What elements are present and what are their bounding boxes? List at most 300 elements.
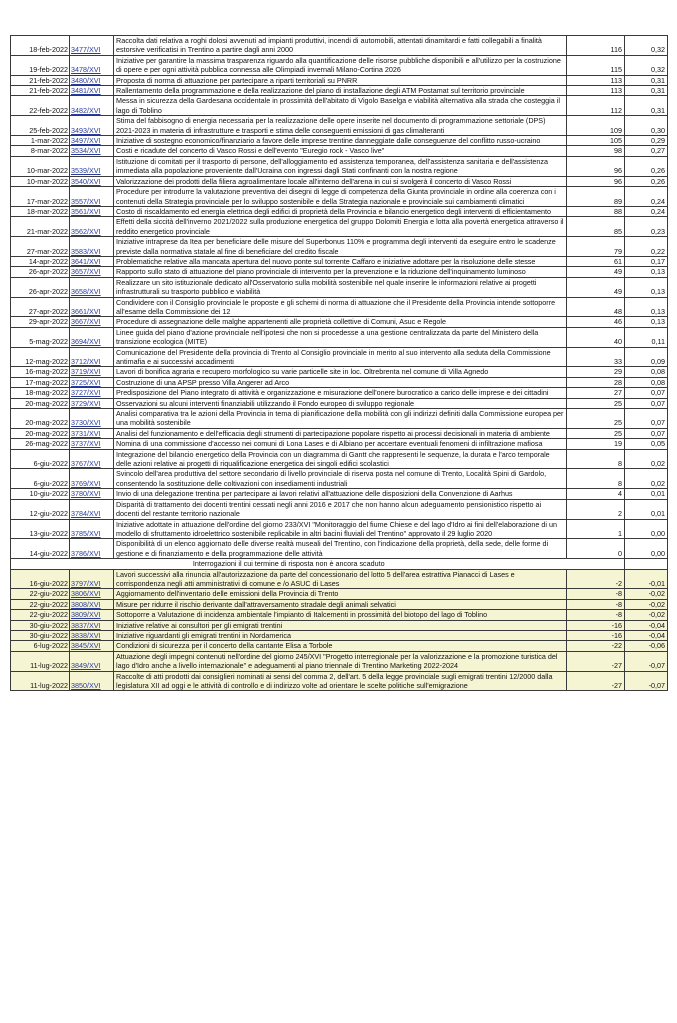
- number-cell: [70, 317, 114, 327]
- date-cell: 22-feb-2022: [11, 96, 70, 116]
- table-row: [11, 146, 668, 156]
- date-cell: 17-mag-2022: [11, 377, 70, 387]
- table-row: [11, 267, 668, 277]
- ratio-cell: 0,11: [625, 327, 668, 347]
- number-cell: [70, 36, 114, 56]
- days-cell: 25: [567, 398, 625, 408]
- interrogation-link[interactable]: 3583/XVI: [71, 246, 101, 256]
- number-cell: [70, 136, 114, 146]
- date-cell: 12-mag-2022: [11, 347, 70, 367]
- interrogation-link[interactable]: 3540/XVI: [71, 176, 101, 186]
- days-cell: 96: [567, 156, 625, 176]
- subject-cell: Analisi del funzionamento e dell'efficacia degli strumenti di partecipazione popolare rispetto ai processi decisionali in materia di ambiente: [114, 428, 567, 438]
- interrogation-link[interactable]: 3806/XVI: [71, 589, 101, 599]
- date-cell: 30-giu-2022: [11, 620, 70, 630]
- subject-cell: Procedure di assegnazione delle malghe appartenenti alle proprietà collettive di Comuni, Asuc e Regole: [114, 317, 567, 327]
- ratio-cell: -0,02: [625, 599, 668, 609]
- ratio-cell: 0,29: [625, 136, 668, 146]
- table-row: [11, 75, 668, 85]
- interrogation-link[interactable]: 3719/XVI: [71, 367, 101, 377]
- interrogation-link[interactable]: 3481/XVI: [71, 86, 101, 96]
- subject-cell: Lavori di bonifica agraria e recupero morfologico su varie particelle site in loc. Oltrebrenta nel comune di Villa Agnedo: [114, 367, 567, 377]
- interrogation-link[interactable]: 3727/XVI: [71, 388, 101, 398]
- interrogation-link[interactable]: 3769/XVI: [71, 478, 101, 488]
- days-cell: 0: [567, 539, 625, 559]
- date-cell: 22-giu-2022: [11, 599, 70, 609]
- date-cell: 13-giu-2022: [11, 519, 70, 539]
- pending-rows: [11, 569, 668, 691]
- number-cell: [70, 277, 114, 297]
- ratio-cell: 0,07: [625, 398, 668, 408]
- date-cell: 26-mag-2022: [11, 439, 70, 449]
- table-row: [11, 367, 668, 377]
- date-cell: 17-mar-2022: [11, 187, 70, 207]
- number-cell: [70, 449, 114, 469]
- table-row: [11, 116, 668, 136]
- subject-cell: Disponibilità di un elenco aggiornato delle diverse realtà museali del Trentino, con l'indicazione della proprietà, della sede, delle forme di gestione e di finanziamento e della programmazione delle attività: [114, 539, 567, 559]
- interrogation-link[interactable]: 3725/XVI: [71, 377, 101, 387]
- days-cell: 112: [567, 96, 625, 116]
- table-row: [11, 599, 668, 609]
- days-cell: -27: [567, 671, 625, 691]
- interrogation-link[interactable]: 3497/XVI: [71, 136, 101, 146]
- number-cell: [70, 206, 114, 216]
- interrogation-link[interactable]: 3482/XVI: [71, 105, 101, 115]
- number-cell: [70, 630, 114, 640]
- date-cell: 29-apr-2022: [11, 317, 70, 327]
- ratio-cell: 0,31: [625, 86, 668, 96]
- subject-cell: Lavori successivi alla rinuncia all'autorizzazione da parte del concessionario del lotto 5 dell'area estrattiva Pianacci di Lases e corrispondenza negli atti amministrativi di comune e /o ASUC di Lases: [114, 569, 567, 589]
- days-cell: 19: [567, 439, 625, 449]
- table-row: [11, 277, 668, 297]
- date-cell: 27-apr-2022: [11, 297, 70, 317]
- interrogation-link[interactable]: 3784/XVI: [71, 509, 101, 519]
- table-row: [11, 409, 668, 429]
- subject-cell: Analisi comparativa tra le azioni della Provincia in tema di pianificazione della mobilità con gli indirizzi definiti dalla Commissione europea per una mobilità sostenibile: [114, 409, 567, 429]
- date-cell: 18-mar-2022: [11, 206, 70, 216]
- subject-cell: Invio di una delegazione trentina per partecipare ai lavori relativi all'attuazione delle disposizioni della Convenzione di Aarhus: [114, 489, 567, 499]
- subject-cell: Realizzare un sito istituzionale dedicato all'Osservatorio sulla mobilità sostenibile nel quale inserire le informazioni relative ai progetti infrastrutturali su trasporto pubblico e viabilità: [114, 277, 567, 297]
- subject-cell: Predisposizione del Piano integrato di attività e organizzazione e misurazione dell'onere burocratico a carico delle imprese e dei cittadini: [114, 388, 567, 398]
- interrogation-link[interactable]: 3729/XVI: [71, 398, 101, 408]
- days-cell: 115: [567, 55, 625, 75]
- days-cell: 25: [567, 428, 625, 438]
- date-cell: 6-giu-2022: [11, 449, 70, 469]
- table-row: [11, 377, 668, 387]
- number-cell: [70, 599, 114, 609]
- subject-cell: Iniziative relative ai consultori per gli emigrati trentini: [114, 620, 567, 630]
- number-cell: [70, 146, 114, 156]
- days-cell: 89: [567, 187, 625, 207]
- days-cell: -27: [567, 651, 625, 671]
- ratio-cell: 0,23: [625, 217, 668, 237]
- date-cell: 22-giu-2022: [11, 589, 70, 599]
- ratio-cell: -0,07: [625, 671, 668, 691]
- date-cell: 18-feb-2022: [11, 36, 70, 56]
- interrogation-link[interactable]: 3767/XVI: [71, 459, 101, 469]
- days-cell: 8: [567, 449, 625, 469]
- days-cell: 8: [567, 469, 625, 489]
- ratio-cell: 0,07: [625, 388, 668, 398]
- date-cell: 19-feb-2022: [11, 55, 70, 75]
- interrogation-link[interactable]: 3561/XVI: [71, 206, 101, 216]
- interrogations-table: [10, 35, 668, 691]
- days-cell: 2: [567, 499, 625, 519]
- date-cell: 11-lug-2022: [11, 671, 70, 691]
- number-cell: [70, 367, 114, 377]
- number-cell: [70, 398, 114, 408]
- date-cell: 26-apr-2022: [11, 277, 70, 297]
- number-cell: [70, 671, 114, 691]
- ratio-cell: 0,08: [625, 377, 668, 387]
- interrogation-link[interactable]: 3539/XVI: [71, 166, 101, 176]
- date-cell: 10-mar-2022: [11, 156, 70, 176]
- interrogation-link[interactable]: 3534/XVI: [71, 146, 101, 156]
- days-cell: 29: [567, 367, 625, 377]
- subject-cell: Stima del fabbisogno di energia necessaria per la realizzazione delle opere inserite nel documento di programmazione settoriale (DPS) 2021-2023 in materia di infrastrutture e trasporti e stima delle conseguenti emissioni di gas climalteranti: [114, 116, 567, 136]
- days-cell: -8: [567, 610, 625, 620]
- subject-cell: Nomina di una commissione d'accesso nei comuni di Lona Lases e di Albiano per accertare eventuali fenomeni di infiltrazione mafiosa: [114, 439, 567, 449]
- subject-cell: Costo di riscaldamento ed energia elettrica degli edifici di proprietà della Provincia e bilancio energetico degli interventi di efficientamento: [114, 206, 567, 216]
- expired-rows: [11, 36, 668, 559]
- ratio-cell: -0,04: [625, 620, 668, 630]
- table-row: [11, 469, 668, 489]
- interrogation-link[interactable]: 3641/XVI: [71, 256, 101, 266]
- number-cell: [70, 469, 114, 489]
- days-cell: 46: [567, 317, 625, 327]
- ratio-cell: -0,07: [625, 651, 668, 671]
- interrogation-link[interactable]: 3808/XVI: [71, 599, 101, 609]
- days-cell: 1: [567, 519, 625, 539]
- number-cell: [70, 569, 114, 589]
- interrogation-link[interactable]: 3731/XVI: [71, 428, 101, 438]
- subject-cell: Svincolo dell'area produttiva del settore secondario di livello provinciale di riserva posta nel comune di Trento, Località Spini di Gardolo, consentendo la sostituzione delle coltivazioni con insediamenti industriali: [114, 469, 567, 489]
- interrogation-link[interactable]: 3845/XVI: [71, 641, 101, 651]
- subject-cell: Iniziative adottate in attuazione dell'ordine del giorno 233/XVI "Monitoraggio del fiume Chiese e del lago d'Idro ai fini dell'elaborazione di un modello di sfruttamento idroelettrico sostenibile replicabile in altri bacini fluviali del Trentino" approvato il 29 luglio 2020: [114, 519, 567, 539]
- table-row: [11, 36, 668, 56]
- ratio-cell: 0,30: [625, 116, 668, 136]
- subject-cell: Condividere con il Consiglio provinciale le proposte e gli schemi di norma di attuazione che il Presidente della Provincia intende sottoporre all'esame della Commissione dei 12: [114, 297, 567, 317]
- days-cell: 49: [567, 267, 625, 277]
- ratio-cell: 0,26: [625, 176, 668, 186]
- interrogation-link[interactable]: 3480/XVI: [71, 75, 101, 85]
- subject-cell: Costruzione di una APSP presso Villa Angerer ad Arco: [114, 377, 567, 387]
- days-cell: 98: [567, 146, 625, 156]
- number-cell: [70, 347, 114, 367]
- number-cell: [70, 176, 114, 186]
- date-cell: 20-mag-2022: [11, 428, 70, 438]
- table-row: [11, 136, 668, 146]
- date-cell: 22-giu-2022: [11, 610, 70, 620]
- ratio-cell: -0,06: [625, 641, 668, 651]
- date-cell: 21-feb-2022: [11, 86, 70, 96]
- interrogation-link[interactable]: 3478/XVI: [71, 65, 101, 75]
- interrogation-link[interactable]: 3661/XVI: [71, 306, 101, 316]
- interrogation-link[interactable]: 3658/XVI: [71, 287, 101, 297]
- section-header-empty-ratio: [625, 559, 668, 569]
- table-row: [11, 499, 668, 519]
- interrogation-link[interactable]: 3657/XVI: [71, 267, 101, 277]
- days-cell: -8: [567, 599, 625, 609]
- number-cell: [70, 499, 114, 519]
- ratio-cell: 0,13: [625, 297, 668, 317]
- subject-cell: Effetti della siccità dell'inverno 2021/2022 sulla produzione energetica del gruppo Dolomiti Energia e lotta alla povertà energetica attraverso il reddito energetico provinciale: [114, 217, 567, 237]
- days-cell: 4: [567, 489, 625, 499]
- table-row: [11, 489, 668, 499]
- days-cell: 113: [567, 75, 625, 85]
- ratio-cell: -0,02: [625, 589, 668, 599]
- interrogation-link[interactable]: 3809/XVI: [71, 610, 101, 620]
- section-header-empty-days: [567, 559, 625, 569]
- subject-cell: Comunicazione del Presidente della provincia di Trento al Consiglio provinciale in merito al suo intervento alla seduta della Commissione antimafia e ai successivi accadimenti: [114, 347, 567, 367]
- ratio-cell: 0,22: [625, 237, 668, 257]
- number-cell: [70, 439, 114, 449]
- number-cell: [70, 187, 114, 207]
- interrogation-link[interactable]: 3850/XVI: [71, 681, 101, 690]
- date-cell: 18-mag-2022: [11, 388, 70, 398]
- number-cell: [70, 489, 114, 499]
- date-cell: 5-mag-2022: [11, 327, 70, 347]
- days-cell: 49: [567, 277, 625, 297]
- interrogation-link[interactable]: 3786/XVI: [71, 548, 101, 558]
- number-cell: [70, 55, 114, 75]
- ratio-cell: 0,09: [625, 347, 668, 367]
- ratio-cell: 0,31: [625, 75, 668, 85]
- table-row: [11, 347, 668, 367]
- date-cell: 1-mar-2022: [11, 136, 70, 146]
- table-row: [11, 217, 668, 237]
- number-cell: [70, 237, 114, 257]
- days-cell: -8: [567, 589, 625, 599]
- days-cell: 96: [567, 176, 625, 186]
- interrogation-link[interactable]: 3562/XVI: [71, 226, 101, 236]
- number-cell: [70, 519, 114, 539]
- number-cell: [70, 256, 114, 266]
- interrogation-link[interactable]: 3780/XVI: [71, 489, 101, 499]
- date-cell: 20-mag-2022: [11, 398, 70, 408]
- days-cell: -22: [567, 641, 625, 651]
- date-cell: 21-mar-2022: [11, 217, 70, 237]
- subject-cell: Raccolte di atti prodotti dai consiglieri nominati ai sensi del comma 2, dell'art. 5 della legge provinciale sugli emigrati trentini 12/2000 dalla legislatura XII ad oggi e le attività di controllo e di indirizzo volte ad orientare le scelte politiche sull'emigrazione: [114, 671, 567, 691]
- table-row: [11, 610, 668, 620]
- interrogation-link[interactable]: 3493/XVI: [71, 125, 101, 135]
- table-row: [11, 519, 668, 539]
- ratio-cell: 0,13: [625, 267, 668, 277]
- subject-cell: Rapporto sullo stato di attuazione del piano provinciale di intervento per la prevenzione e la riduzione dell'inquinamento luminoso: [114, 267, 567, 277]
- interrogation-link[interactable]: 3712/XVI: [71, 357, 101, 366]
- subject-cell: Iniziative riguardanti gli emigrati trentini in Nordamerica: [114, 630, 567, 640]
- days-cell: 27: [567, 388, 625, 398]
- table-row: [11, 86, 668, 96]
- table-row: [11, 388, 668, 398]
- ratio-cell: 0,13: [625, 317, 668, 327]
- ratio-cell: 0,07: [625, 428, 668, 438]
- subject-cell: Valorizzazione dei prodotti della filiera agroalimentare locale all'interno dell'arena in cui si svolgerà il concerto di Vasco Rossi: [114, 176, 567, 186]
- subject-cell: Raccolta dati relativa a roghi dolosi avvenuti ad impianti produttivi, incendi di automobili, attentati dinamitardi e fatti collegabili a finalità estorsive verificatisi in Trentino a partire dagli anni 2000: [114, 36, 567, 56]
- interrogation-link[interactable]: 3797/XVI: [71, 578, 101, 588]
- subject-cell: Messa in sicurezza della Gardesana occidentale in prossimità dell'abitato di Vigolo Baselga e viabilità alternativa alla strada che costeggia il lago di Toblino: [114, 96, 567, 116]
- ratio-cell: 0,32: [625, 36, 668, 56]
- ratio-cell: 0,26: [625, 156, 668, 176]
- number-cell: [70, 388, 114, 398]
- number-cell: [70, 620, 114, 630]
- table-row: [11, 256, 668, 266]
- number-cell: [70, 610, 114, 620]
- table-row: [11, 237, 668, 257]
- interrogation-link[interactable]: 3694/XVI: [71, 337, 101, 347]
- subject-cell: Aggiornamento dell'inventario delle emissioni della Provincia di Trento: [114, 589, 567, 599]
- table-row: [11, 327, 668, 347]
- ratio-cell: -0,04: [625, 630, 668, 640]
- interrogation-link[interactable]: 3557/XVI: [71, 196, 101, 206]
- section-header-row: [11, 559, 668, 569]
- days-cell: 28: [567, 377, 625, 387]
- interrogation-link[interactable]: 3785/XVI: [71, 528, 101, 538]
- number-cell: [70, 327, 114, 347]
- ratio-cell: 0,24: [625, 187, 668, 207]
- days-cell: 40: [567, 327, 625, 347]
- table-row: [11, 620, 668, 630]
- date-cell: 26-apr-2022: [11, 267, 70, 277]
- subject-cell: Attuazione degli impegni contenuti nell'ordine del giorno 245/XVI "Progetto interregionale per la valorizzazione e la promozione turistica del lago d'Idro anche a livello internazionale" e adeguamenti al piano triennale di Trentino Marketing 2022-2024: [114, 651, 567, 671]
- subject-cell: Proposta di norma di attuazione per partecipare a riparti territoriali su PNRR: [114, 75, 567, 85]
- ratio-cell: 0,05: [625, 439, 668, 449]
- table-row: [11, 206, 668, 216]
- table-row: [11, 589, 668, 599]
- table-row: [11, 641, 668, 651]
- date-cell: 27-mar-2022: [11, 237, 70, 257]
- ratio-cell: 0,00: [625, 539, 668, 559]
- interrogation-link[interactable]: 3737/XVI: [71, 439, 101, 449]
- subject-cell: Iniziative per garantire la massima trasparenza riguardo alla quantificazione delle risorse pubbliche disponibili e all'utilizzo per la costruzione di opere e per ogni attività pubblica connessa alle Olimpiadi invernali Milano-Cortina 2026: [114, 55, 567, 75]
- subject-cell: Linee guida del piano d'azione provinciale nell'ipotesi che non si procedesse a una gestione centralizzata da parte del Ministero della transizione ecologica (MITE): [114, 327, 567, 347]
- date-cell: 30-giu-2022: [11, 630, 70, 640]
- table-row: [11, 156, 668, 176]
- table-row: [11, 96, 668, 116]
- date-cell: 14-apr-2022: [11, 256, 70, 266]
- subject-cell: Misure per ridurre il rischio derivante dall'attraversamento stradale degli animali selvatici: [114, 599, 567, 609]
- subject-cell: Procedure per introdurre la valutazione preventiva dei disegni di legge di competenza della Giunta provinciale in ordine alla coerenza con i contenuti della Strategia provinciale per lo sviluppo sostenibile e della Strategia nazionale e provinciale sui cambiamenti climatici: [114, 187, 567, 207]
- ratio-cell: 0,27: [625, 146, 668, 156]
- subject-cell: Iniziative intraprese da Itea per beneficiare delle misure del Superbonus 110% e programma degli interventi da eseguire entro le scadenze previste dalla normativa statale al fine di beneficiare del credito fiscale: [114, 237, 567, 257]
- date-cell: 6-giu-2022: [11, 469, 70, 489]
- table-row: [11, 187, 668, 207]
- subject-cell: Disparità di trattamento dei docenti trentini cessati negli anni 2016 e 2017 che non hanno alcun adeguamento pensionistico rispetto ai docenti del restante territorio nazionale: [114, 499, 567, 519]
- date-cell: 10-mar-2022: [11, 176, 70, 186]
- subject-cell: Problematiche relative alla mancata apertura del nuovo ponte sul torrente Caffaro e iniziative adottare per la risoluzione delle stesse: [114, 256, 567, 266]
- date-cell: 10-giu-2022: [11, 489, 70, 499]
- days-cell: 116: [567, 36, 625, 56]
- ratio-cell: 0,08: [625, 367, 668, 377]
- number-cell: [70, 377, 114, 387]
- ratio-cell: 0,02: [625, 469, 668, 489]
- table-row: [11, 449, 668, 469]
- date-cell: 16-mag-2022: [11, 367, 70, 377]
- table-row: [11, 428, 668, 438]
- table-row: [11, 671, 668, 691]
- table-row: [11, 439, 668, 449]
- subject-cell: Integrazione del bilancio energetico della Provincia con un diagramma di Gantt che rappresenti le sequenze, la durata e l'arco temporale delle azioni relative ai progetti di riqualificazione energetica dei singoli edifici scolastici: [114, 449, 567, 469]
- subject-cell: Iniziative di sostegno economico/finanziario a favore delle imprese trentine danneggiate dalle conseguenze del conflitto russo-ucraino: [114, 136, 567, 146]
- date-cell: 11-lug-2022: [11, 651, 70, 671]
- subject-cell: Condizioni di sicurezza per il concerto della cantante Elisa a Torbole: [114, 641, 567, 651]
- date-cell: 12-giu-2022: [11, 499, 70, 519]
- days-cell: 79: [567, 237, 625, 257]
- interrogation-link[interactable]: 3477/XVI: [71, 45, 101, 55]
- ratio-cell: 0,13: [625, 277, 668, 297]
- table-row: [11, 539, 668, 559]
- ratio-cell: 0,02: [625, 449, 668, 469]
- number-cell: [70, 217, 114, 237]
- days-cell: 33: [567, 347, 625, 367]
- subject-cell: Sottoporre a Valutazione di incidenza ambientale l'impianto di Italcementi in prossimità del biotopo del lago di Toblino: [114, 610, 567, 620]
- ratio-cell: 0,01: [625, 499, 668, 519]
- ratio-cell: 0,31: [625, 96, 668, 116]
- number-cell: [70, 651, 114, 671]
- interrogation-link[interactable]: 3849/XVI: [71, 661, 101, 671]
- number-cell: [70, 409, 114, 429]
- days-cell: 113: [567, 86, 625, 96]
- subject-cell: Osservazioni su alcuni interventi finanziabili utilizzando il Fondo europeo di sviluppo regionale: [114, 398, 567, 408]
- ratio-cell: -0,02: [625, 610, 668, 620]
- table-row: [11, 398, 668, 408]
- days-cell: -16: [567, 630, 625, 640]
- ratio-cell: 0,07: [625, 409, 668, 429]
- days-cell: 109: [567, 116, 625, 136]
- date-cell: 16-giu-2022: [11, 569, 70, 589]
- interrogation-link[interactable]: 3837/XVI: [71, 620, 101, 630]
- table-row: [11, 569, 668, 589]
- days-cell: 105: [567, 136, 625, 146]
- days-cell: -16: [567, 620, 625, 630]
- section-header: Interrogazioni il cui termine di risposta non è ancora scaduto: [11, 559, 567, 569]
- table-row: [11, 630, 668, 640]
- days-cell: 61: [567, 256, 625, 266]
- number-cell: [70, 156, 114, 176]
- interrogation-link[interactable]: 3667/XVI: [71, 317, 101, 327]
- number-cell: [70, 589, 114, 599]
- number-cell: [70, 428, 114, 438]
- table-row: [11, 55, 668, 75]
- date-cell: 14-giu-2022: [11, 539, 70, 559]
- number-cell: [70, 297, 114, 317]
- number-cell: [70, 641, 114, 651]
- number-cell: [70, 267, 114, 277]
- number-cell: [70, 96, 114, 116]
- days-cell: 48: [567, 297, 625, 317]
- days-cell: -2: [567, 569, 625, 589]
- ratio-cell: -0,01: [625, 569, 668, 589]
- interrogation-link[interactable]: 3838/XVI: [71, 630, 101, 640]
- table-row: [11, 317, 668, 327]
- number-cell: [70, 75, 114, 85]
- subject-cell: Istituzione di comitati per il trasporto di persone, dell'alloggiamento ed assistenza temporanea, dell'assistenza sanitaria e dell'assistenza immediata alla popolazione proveniente dall'Ucraina con ingressi dagli Stati confinanti con la nostra regione: [114, 156, 567, 176]
- interrogation-link[interactable]: 3730/XVI: [71, 418, 101, 428]
- number-cell: [70, 86, 114, 96]
- number-cell: [70, 116, 114, 136]
- ratio-cell: 0,01: [625, 489, 668, 499]
- ratio-cell: 0,00: [625, 519, 668, 539]
- ratio-cell: 0,24: [625, 206, 668, 216]
- days-cell: 88: [567, 206, 625, 216]
- subject-cell: Rallentamento della programmazione e della realizzazione del piano di installazione degli ATM Postamat sul territorio provinciale: [114, 86, 567, 96]
- date-cell: 20-mag-2022: [11, 409, 70, 429]
- subject-cell: Costi e ricadute del concerto di Vasco Rossi e dell'evento "Euregio rock - Vasco live": [114, 146, 567, 156]
- days-cell: 85: [567, 217, 625, 237]
- date-cell: 6-lug-2022: [11, 641, 70, 651]
- table-row: [11, 176, 668, 186]
- ratio-cell: 0,32: [625, 55, 668, 75]
